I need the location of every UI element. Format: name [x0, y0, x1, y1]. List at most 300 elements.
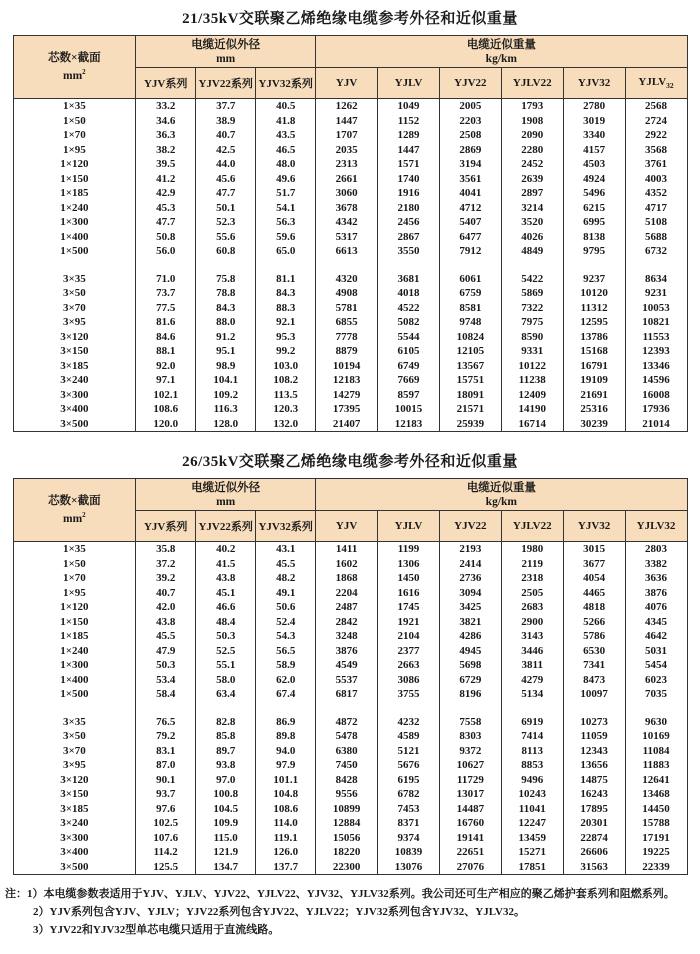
table-cell: 3678	[316, 201, 378, 216]
table-row	[13, 402, 687, 417]
table-cell: 1×120	[13, 157, 136, 172]
table-cell: 41.5	[196, 557, 256, 572]
table-cell: 50.3	[196, 629, 256, 644]
table-cell: 2280	[501, 143, 563, 158]
table-cell: 38.9	[196, 114, 256, 129]
table-cell: 1×240	[13, 644, 136, 659]
table-cell: 3876	[316, 644, 378, 659]
table-cell: 6023	[625, 673, 687, 688]
table-cell: 2090	[501, 128, 563, 143]
table-cell: 98.9	[196, 359, 256, 374]
table-cell: 40.7	[196, 128, 256, 143]
wt-series-column-header: YJLV	[378, 511, 440, 542]
table-cell: 53.4	[136, 673, 196, 688]
table-cell: 97.6	[136, 802, 196, 817]
od-series-column-header: YJV系列	[136, 511, 196, 542]
table-row	[13, 644, 687, 659]
table-cell: 10169	[625, 729, 687, 744]
table-cell: 6530	[563, 644, 625, 659]
table-cell: 109.2	[196, 388, 256, 403]
table-row	[13, 330, 687, 345]
note-line-2: 2）YJV系列包含YJV、YJLV；YJV22系列包含YJV22、YJLV22；YJV32系列包含YJV32、YJLV32。	[33, 906, 525, 918]
table-cell: 43.8	[136, 615, 196, 630]
table-cell: 2842	[316, 615, 378, 630]
table-cell: 62.0	[256, 673, 316, 688]
table-cell: 2119	[501, 557, 563, 572]
table-cell: 8597	[378, 388, 440, 403]
table-cell: 16714	[501, 417, 563, 432]
table-cell: 35.8	[136, 542, 196, 557]
table-cell: 55.6	[196, 230, 256, 245]
table-row	[13, 286, 687, 301]
table-cell: 5786	[563, 629, 625, 644]
table-cell: 104.5	[196, 802, 256, 817]
table-cell: 92.0	[136, 359, 196, 374]
table-cell: 2203	[439, 114, 501, 129]
spec-column-label: 芯数×截面	[48, 495, 101, 508]
table-cell: 18220	[316, 845, 378, 860]
table-cell: 17395	[316, 402, 378, 417]
table-cell: 3755	[378, 687, 440, 702]
table-cell: 16008	[625, 388, 687, 403]
table-cell: 1447	[378, 143, 440, 158]
table-cell: 116.3	[196, 402, 256, 417]
table-cell: 5407	[439, 215, 501, 230]
table-row	[13, 272, 687, 287]
table-cell: 10097	[563, 687, 625, 702]
table-row	[13, 315, 687, 330]
note-line-1	[5, 885, 700, 903]
table-cell: 1×70	[13, 128, 136, 143]
table-cell: 13346	[625, 359, 687, 374]
table-cell: 3×150	[13, 344, 136, 359]
table-cell: 8113	[501, 744, 563, 759]
table-row	[13, 787, 687, 802]
table-row	[13, 542, 687, 557]
table-cell: 4818	[563, 600, 625, 615]
table-cell: 3568	[625, 143, 687, 158]
table-cell: 22651	[439, 845, 501, 860]
table-cell: 4076	[625, 600, 687, 615]
table-cell: 3811	[501, 658, 563, 673]
table-cell: 3×300	[13, 831, 136, 846]
table-cell: 3×400	[13, 402, 136, 417]
table-cell: 94.0	[256, 744, 316, 759]
table-cell: 17851	[501, 860, 563, 875]
table-cell: 4549	[316, 658, 378, 673]
table-row	[13, 802, 687, 817]
table-cell: 49.1	[256, 586, 316, 601]
table-cell: 91.2	[196, 330, 256, 345]
wt-series-column-header: YJV22	[439, 511, 501, 542]
table-cell: 6061	[439, 272, 501, 287]
table-cell: 3677	[563, 557, 625, 572]
table-cell: 4945	[439, 644, 501, 659]
table-cell: 47.7	[136, 215, 196, 230]
table-cell: 12641	[625, 773, 687, 788]
table-cell: 7322	[501, 301, 563, 316]
table-cell: 2452	[501, 157, 563, 172]
table-cell: 4232	[378, 715, 440, 730]
table-cell: 102.5	[136, 816, 196, 831]
table-cell: 132.0	[256, 417, 316, 432]
table-cell: 40.2	[196, 542, 256, 557]
table-cell: 4342	[316, 215, 378, 230]
table-row	[13, 816, 687, 831]
table-cell: 10824	[439, 330, 501, 345]
table-cell: 3425	[439, 600, 501, 615]
table-cell: 5134	[501, 687, 563, 702]
table-cell: 3×240	[13, 816, 136, 831]
table-row	[13, 557, 687, 572]
table-cell: 15056	[316, 831, 378, 846]
table-cell: 3194	[439, 157, 501, 172]
table-cell: 11729	[439, 773, 501, 788]
table-cell: 126.0	[256, 845, 316, 860]
table-cell: 120.0	[136, 417, 196, 432]
table-cell: 3248	[316, 629, 378, 644]
table-cell: 100.8	[196, 787, 256, 802]
table-cell: 2414	[439, 557, 501, 572]
table-cell: 50.6	[256, 600, 316, 615]
table-cell: 87.0	[136, 758, 196, 773]
table-cell: 1×35	[13, 99, 136, 114]
table-cell: 71.0	[136, 272, 196, 287]
table-cell: 22874	[563, 831, 625, 846]
table-cell: 101.1	[256, 773, 316, 788]
table-cell: 6855	[316, 315, 378, 330]
table-cell: 1411	[316, 542, 378, 557]
table-cell: 3×70	[13, 744, 136, 759]
table-cell: 6105	[378, 344, 440, 359]
table-cell: 1450	[378, 571, 440, 586]
table-cell: 5688	[625, 230, 687, 245]
table-row	[13, 215, 687, 230]
table-cell: 84.3	[256, 286, 316, 301]
table-cell: 8371	[378, 816, 440, 831]
table-cell: 12393	[625, 344, 687, 359]
table-section-2	[0, 450, 700, 875]
table-row	[13, 729, 687, 744]
table-cell: 45.1	[196, 586, 256, 601]
table-cell: 15788	[625, 816, 687, 831]
table-cell: 5108	[625, 215, 687, 230]
wt-series-column-header: YJV22	[439, 68, 501, 99]
table-cell: 1×70	[13, 571, 136, 586]
table-cell: 9331	[501, 344, 563, 359]
table-row	[13, 301, 687, 316]
table-cell: 5496	[563, 186, 625, 201]
weight-group-header: 电缆近似重量 kg/km	[316, 36, 687, 68]
table-row	[13, 143, 687, 158]
table-cell: 19225	[625, 845, 687, 860]
table-row	[13, 157, 687, 172]
table-cell: 4157	[563, 143, 625, 158]
table-cell: 4522	[378, 301, 440, 316]
table-cell: 1×50	[13, 114, 136, 129]
table-cell: 8581	[439, 301, 501, 316]
table-cell: 4041	[439, 186, 501, 201]
table-cell: 10839	[378, 845, 440, 860]
table-cell: 1×120	[13, 600, 136, 615]
table-cell: 134.7	[196, 860, 256, 875]
table-cell: 3876	[625, 586, 687, 601]
spec-column-header	[13, 479, 136, 542]
table-cell: 114.0	[256, 816, 316, 831]
wt-series-column-header: YJLV22	[501, 68, 563, 99]
table-cell: 46.5	[256, 143, 316, 158]
table-cell: 1×500	[13, 687, 136, 702]
table-cell: 2193	[439, 542, 501, 557]
table-cell: 3086	[378, 673, 440, 688]
spacer-row	[13, 702, 687, 715]
spec-column-unit: $mm^2$	[63, 68, 86, 82]
table-cell: 5478	[316, 729, 378, 744]
table-cell: 8879	[316, 344, 378, 359]
table-cell: 6759	[439, 286, 501, 301]
table-cell: 1049	[378, 99, 440, 114]
table-cell: 114.2	[136, 845, 196, 860]
table-cell: 1×185	[13, 186, 136, 201]
table-cell: 34.6	[136, 114, 196, 129]
table-cell: 40.7	[136, 586, 196, 601]
table-cell: 56.5	[256, 644, 316, 659]
table-cell: 97.1	[136, 373, 196, 388]
table-cell: 81.1	[256, 272, 316, 287]
table-cell: 2035	[316, 143, 378, 158]
table-cell: 3×50	[13, 729, 136, 744]
table-cell: 7035	[625, 687, 687, 702]
notes	[5, 885, 700, 939]
table-cell: 11041	[501, 802, 563, 817]
table-cell: 103.0	[256, 359, 316, 374]
table-row	[13, 860, 687, 875]
table-row	[13, 845, 687, 860]
table-cell: 3×70	[13, 301, 136, 316]
table-row	[13, 629, 687, 644]
table-cell: 90.1	[136, 773, 196, 788]
table-cell: 48.0	[256, 157, 316, 172]
table-cell: 3×185	[13, 802, 136, 817]
table-cell: 12183	[378, 417, 440, 432]
table-cell: 4320	[316, 272, 378, 287]
table-cell: 13567	[439, 359, 501, 374]
table-cell: 1×150	[13, 172, 136, 187]
table-cell: 5317	[316, 230, 378, 245]
table-cell: 36.3	[136, 128, 196, 143]
table-cell: 37.7	[196, 99, 256, 114]
table-cell: 67.4	[256, 687, 316, 702]
table-cell: 45.5	[256, 557, 316, 572]
table-cell: 75.8	[196, 272, 256, 287]
table-row	[13, 600, 687, 615]
note-item-1: 1）本电缆参数表适用于YJV、YJLV、YJV22、YJLV22、YJV32、YJLV32系列。我公司还可生产相应的聚乙烯护套系列和阻燃系列。	[27, 888, 675, 900]
table-cell: 7414	[501, 729, 563, 744]
table-cell: 137.7	[256, 860, 316, 875]
table-cell: 108.2	[256, 373, 316, 388]
table-cell: 10194	[316, 359, 378, 374]
table-cell: 42.0	[136, 600, 196, 615]
table-section-1	[0, 7, 700, 432]
table-cell: 2897	[501, 186, 563, 201]
table-cell: 1×95	[13, 143, 136, 158]
table-cell: 3×240	[13, 373, 136, 388]
table-cell: 33.2	[136, 99, 196, 114]
wt-series-column-header: $YJLV_{32}$	[625, 68, 687, 99]
table-cell: 73.7	[136, 286, 196, 301]
table-cell: 97.9	[256, 758, 316, 773]
table-cell: 25316	[563, 402, 625, 417]
table-cell: 88.0	[196, 315, 256, 330]
table-cell: 21407	[316, 417, 378, 432]
table-cell: 93.8	[196, 758, 256, 773]
weight-group-header: 电缆近似重量 kg/km	[316, 479, 687, 511]
table-cell: 52.4	[256, 615, 316, 630]
table-cell: 3×500	[13, 417, 136, 432]
note-line-3: 3）YJV22和YJV32型单芯电缆只适用于直流线路。	[33, 924, 280, 936]
table-cell: 8853	[501, 758, 563, 773]
table-cell: 4279	[501, 673, 563, 688]
table-cell: 60.8	[196, 244, 256, 259]
table-cell: 7453	[378, 802, 440, 817]
table-cell: 104.1	[196, 373, 256, 388]
table-cell: 5676	[378, 758, 440, 773]
table-cell: 113.5	[256, 388, 316, 403]
table-cell: 4503	[563, 157, 625, 172]
table-cell: 48.4	[196, 615, 256, 630]
table-row	[13, 373, 687, 388]
table-title-1: 21/35kV交联聚乙烯绝缘电缆参考外径和近似重量	[182, 11, 518, 27]
table-cell: 63.4	[196, 687, 256, 702]
table-row	[13, 658, 687, 673]
table-row	[13, 571, 687, 586]
table-cell: 6613	[316, 244, 378, 259]
table-cell: 4352	[625, 186, 687, 201]
table-cell: 45.6	[196, 172, 256, 187]
table-cell: 10120	[563, 286, 625, 301]
table-cell: 41.2	[136, 172, 196, 187]
table-cell: 47.9	[136, 644, 196, 659]
table-cell: 3×150	[13, 787, 136, 802]
table-cell: 9374	[378, 831, 440, 846]
table-row	[13, 615, 687, 630]
table-cell: 1793	[501, 99, 563, 114]
table-cell: 3×400	[13, 845, 136, 860]
table-cell: 2204	[316, 586, 378, 601]
table-cell: 1×185	[13, 629, 136, 644]
table-cell: 1×95	[13, 586, 136, 601]
table-cell: 7341	[563, 658, 625, 673]
table-cell: 10053	[625, 301, 687, 316]
table-cell: 18091	[439, 388, 501, 403]
table-cell: 39.2	[136, 571, 196, 586]
table-cell: 3550	[378, 244, 440, 259]
table-cell: 1980	[501, 542, 563, 557]
table-cell: 12343	[563, 744, 625, 759]
table-cell: 39.5	[136, 157, 196, 172]
table-cell: 42.5	[196, 143, 256, 158]
table-row	[13, 114, 687, 129]
table-cell: 109.9	[196, 816, 256, 831]
table-cell: 1571	[378, 157, 440, 172]
table-cell: 76.5	[136, 715, 196, 730]
table-cell: 77.5	[136, 301, 196, 316]
table-row	[13, 758, 687, 773]
table-cell: 2639	[501, 172, 563, 187]
table-cell: 15271	[501, 845, 563, 860]
table-cell: 2377	[378, 644, 440, 659]
table-cell: 121.9	[196, 845, 256, 860]
table-cell: 2661	[316, 172, 378, 187]
table-cell: 19141	[439, 831, 501, 846]
table-row	[13, 388, 687, 403]
table-cell: 5869	[501, 286, 563, 301]
table-cell: 6729	[439, 673, 501, 688]
table-cell: 5537	[316, 673, 378, 688]
table-row	[13, 687, 687, 702]
table-cell: 1921	[378, 615, 440, 630]
table-cell: 97.0	[196, 773, 256, 788]
table-cell: 1152	[378, 114, 440, 129]
table-cell: 1447	[316, 114, 378, 129]
table-cell: 3×35	[13, 715, 136, 730]
table-cell: 2005	[439, 99, 501, 114]
table-cell: 88.1	[136, 344, 196, 359]
table-cell: 6477	[439, 230, 501, 245]
table-cell: 65.0	[256, 244, 316, 259]
table-cell: 128.0	[196, 417, 256, 432]
table-cell: 26606	[563, 845, 625, 860]
table-row	[13, 831, 687, 846]
table-cell: 43.8	[196, 571, 256, 586]
table-cell: 4849	[501, 244, 563, 259]
table-cell: 21691	[563, 388, 625, 403]
table-cell: 3×120	[13, 773, 136, 788]
table-cell: 10899	[316, 802, 378, 817]
table-cell: 8590	[501, 330, 563, 345]
table-cell: 1×150	[13, 615, 136, 630]
table-cell: 2867	[378, 230, 440, 245]
table-cell: 11238	[501, 373, 563, 388]
table-cell: 4054	[563, 571, 625, 586]
table-cell: 5781	[316, 301, 378, 316]
table-row	[13, 201, 687, 216]
table-cell: 19109	[563, 373, 625, 388]
table-cell: 8428	[316, 773, 378, 788]
table-cell: 95.3	[256, 330, 316, 345]
table-cell: 1616	[378, 586, 440, 601]
table-cell: 4589	[378, 729, 440, 744]
table-row	[13, 417, 687, 432]
table-row	[13, 359, 687, 374]
table-cell: 4924	[563, 172, 625, 187]
table-cell: 1199	[378, 542, 440, 557]
table-cell: 5266	[563, 615, 625, 630]
table-cell: 6215	[563, 201, 625, 216]
table-cell: 2803	[625, 542, 687, 557]
table-cell: 6732	[625, 244, 687, 259]
table-cell: 16243	[563, 787, 625, 802]
table-cell: 17895	[563, 802, 625, 817]
table-cell: 1×300	[13, 215, 136, 230]
table-cell: 104.8	[256, 787, 316, 802]
table-cell: 1262	[316, 99, 378, 114]
table-cell: 11553	[625, 330, 687, 345]
table-cell: 10273	[563, 715, 625, 730]
table-cell: 21014	[625, 417, 687, 432]
table-cell: 50.8	[136, 230, 196, 245]
wt-series-column-header: YJV	[316, 511, 378, 542]
